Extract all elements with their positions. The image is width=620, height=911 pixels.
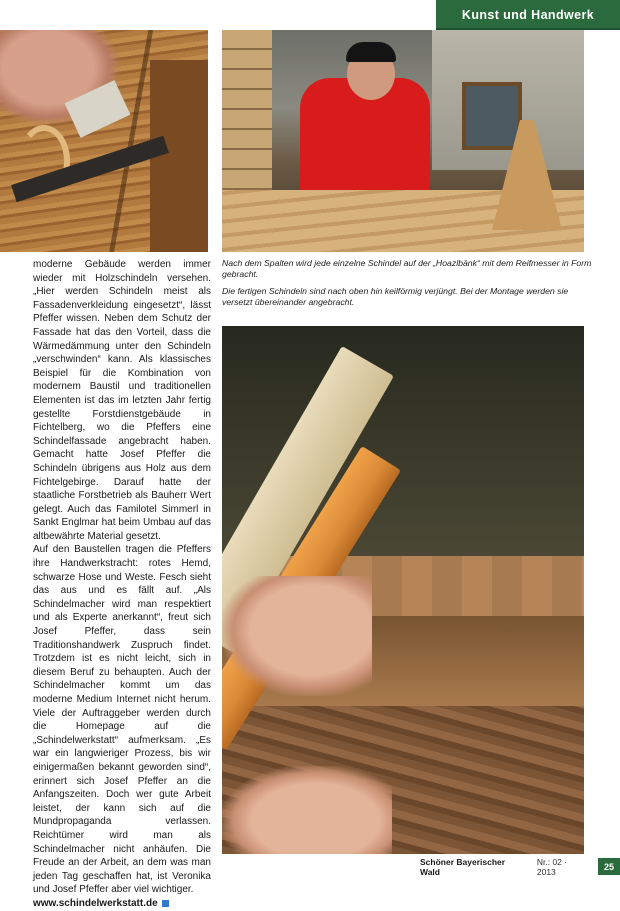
photo-shingles-in-hands	[222, 326, 584, 854]
photo-hand-upper	[222, 576, 372, 696]
end-mark-icon	[162, 900, 169, 907]
photo-hand-tool	[0, 30, 208, 252]
article-body	[33, 258, 211, 911]
website-line	[33, 897, 211, 911]
website-link[interactable]: www.schindelwerkstatt.de	[33, 897, 158, 909]
caption-1: Nach dem Spalten wird jede einzelne Schindel auf der „Hoazlbänk“ mit dem Reifmesser in Form gebracht.	[222, 258, 592, 279]
page-number: 25	[598, 858, 620, 875]
photo-captions	[222, 258, 592, 314]
photo-window	[462, 82, 522, 150]
photo-hand-lower	[222, 766, 392, 854]
section-title: Kunst und Handwerk	[461, 8, 595, 22]
issue-number: Nr.: 02 · 2013	[536, 856, 568, 877]
photo-cap	[346, 42, 396, 62]
caption-2: Die fertigen Schindeln sind nach oben hin keilförmig verjüngt. Bei der Montage werden sie versetzt übereinander angebracht.	[222, 286, 569, 307]
body-paragraph-2: Auf den Baustellen tragen die Pfeffers ihre Handwerkstracht: rotes Hemd, schwarze Hose und Weste. Fesch sieht das aus und es fällt auf. „Als Schindelmacher wird man respektiert und als Experte anerkannt“, freut sich Josef Pfeffer, dass sein Traditionshandwerk Zuspruch findet. Trotzdem ist es nicht leicht, sich in diesem Beruf zu behaupten. Auch der Schindelmacher kommt um das moderne Medium Internet nicht herum. Viele der Auftraggeber werden durch die Homepage auf die „Schindelwerkstatt“ aufmerksam. „Es war ein langwieriger Prozess, bis wir einigermaßen bekannt geworden sind“, erinnert sich Josef Pfeffer an die Anfangszeiten. Doch wer gute Arbeit leistet, der kann sich auf die Mundpropaganda verlassen. Reichtümer wird man als Schindelmacher nicht anhäufen. Die Freude an der Arbeit, an dem was man jeden Tag geschaffen hat, ist Veronika und Josef Pfeffer aber viel wichtiger.	[33, 544, 211, 896]
page-footer	[420, 856, 620, 877]
photo-craftsman-workbench	[222, 30, 584, 252]
body-paragraph-1: moderne Gebäude werden immer wieder mit Holzschindeln versehen. „Hier werden Schindeln meist als Fassadenverkleidung eingesetzt“, lässt Pfeffer wissen. Neben dem Schutz der Fassade hat das den Vorteil, dass die Wärmedämmung unter den Schindeln „verschwinden“ kann. Als klassisches Beispiel für die Kombination von modernem Baustil und traditionellen Elementen ist das im letzten Jahr fertig gestellte Forstdienstgebäude in Fichtelberg, wo die Pfeffers eine Schindelfassade angebracht haben. Gemacht hatte Josef Pfeffer die Schindeln übrigens aus Holz aus dem Fichtelgebirge. Darauf hatte der staatliche Forstbetrieb als Bauherr Wert gelegt. Auch das Familotel Simmerl in Sankt Englmar hat beim Umbau auf das altbewährte Material gesetzt.	[33, 259, 211, 542]
magazine-name: Schöner Bayerischer Wald	[420, 856, 506, 877]
section-tag	[436, 0, 620, 30]
